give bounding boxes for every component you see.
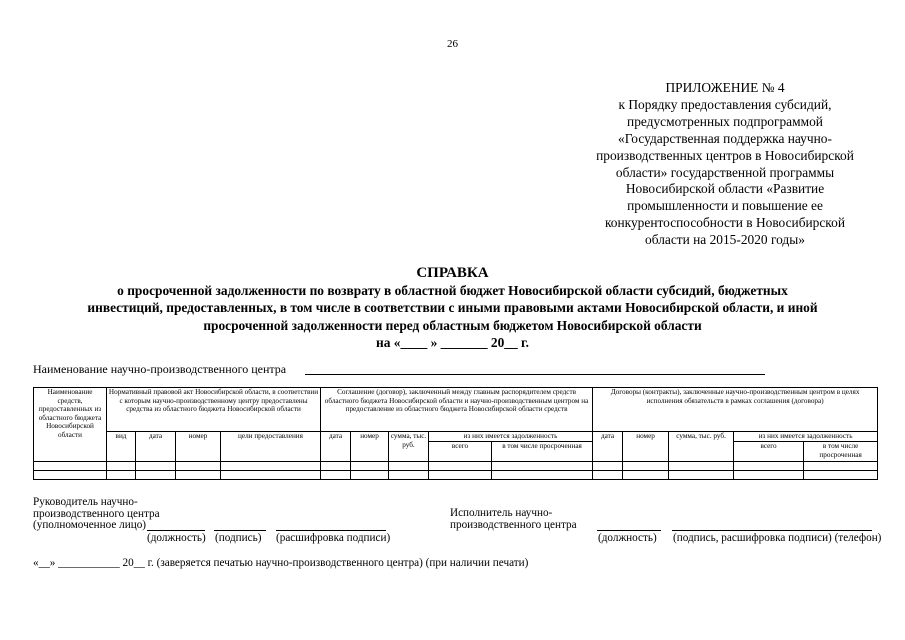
executor-signature-caption: (подпись, расшифровка подписи) (телефон) xyxy=(673,532,882,544)
head-signature-caption: (подпись) xyxy=(215,532,262,544)
appendix-line: к Порядку предоставления субсидий, xyxy=(618,96,832,112)
appendix-line: предусмотренных подпрограммой xyxy=(627,113,823,129)
appendix-line: области» государственной программы xyxy=(615,164,835,180)
col-contracts: Договоры (контракты), заключенные научно-производственным центром в целях исполнения обязательств в рамках соглашения (договора) xyxy=(593,388,878,432)
executor-position-line xyxy=(597,530,661,531)
document-title xyxy=(0,264,905,351)
appendix-line: промышленности и повышение ее xyxy=(627,198,823,214)
col-act-date: дата xyxy=(136,432,176,462)
appendix-line: «Государственная поддержка научно- xyxy=(618,130,832,146)
col-agr-debt-overdue: в том числе просроченная xyxy=(492,442,593,462)
col-legal-act: Нормативный правовой акт Новосибирской области, в соответствии с которым научно-производственному центру предоставлены средства из областного бюджета Новосибирской области xyxy=(107,388,321,432)
title-date-line: на «____ » _______ 20__ г. xyxy=(376,334,529,350)
head-decoding-line xyxy=(276,530,386,531)
head-label-line: (уполномоченное лицо) xyxy=(33,519,147,531)
col-con-debt: из них имеется задолженность xyxy=(734,432,878,442)
col-act-purpose: цели предоставления xyxy=(221,432,321,462)
head-label xyxy=(33,497,160,532)
page-number: 26 xyxy=(447,38,458,50)
title-heading: СПРАВКА xyxy=(416,265,489,281)
col-agr-sum: сумма, тыс. руб. xyxy=(389,432,429,462)
head-signature-line xyxy=(214,530,266,531)
table-row xyxy=(34,462,878,471)
appendix-line: производственных центров в Новосибирской xyxy=(596,147,854,163)
executor-position-caption: (должность) xyxy=(598,532,657,544)
title-line: о просроченной задолженности по возврату в областной бюджет Новосибирской области субсидий, бюджетных xyxy=(117,283,788,298)
appendix-line: конкурентоспособности в Новосибирской xyxy=(604,215,845,231)
title-line: просроченной задолженности перед областным бюджетом Новосибирской области xyxy=(203,317,702,333)
col-agreement: Соглашение (договор), заключенный между главным распорядителем средств областного бюджета Новосибирской области и научно-производственным центром на предоставление из областного бюджета Новосибирской области средств xyxy=(321,388,593,432)
appendix-line: Новосибирской области «Развитие xyxy=(625,181,825,197)
col-funds-name: Наименование средств, предоставленных из областного бюджета Новосибирской области xyxy=(34,388,107,462)
col-con-debt-total: всего xyxy=(734,442,804,462)
col-agr-date: дата xyxy=(321,432,351,462)
table-row xyxy=(34,471,878,480)
appendix-line: ПРИЛОЖЕНИЕ № 4 xyxy=(665,80,785,95)
executor-signature-line xyxy=(672,530,872,531)
report-table xyxy=(33,387,878,480)
col-con-date: дата xyxy=(593,432,623,462)
col-act-type: вид xyxy=(107,432,136,462)
executor-label xyxy=(450,508,577,531)
head-decoding-caption: (расшифровка подписи) xyxy=(276,532,391,544)
col-act-number: номер xyxy=(176,432,221,462)
col-agr-number: номер xyxy=(351,432,389,462)
date-stamp-line: «__» ___________ 20__ г. (заверяется печатью научно-производственного центра) (при наличии печати) xyxy=(33,557,529,569)
head-label-line: производственного центра xyxy=(33,507,160,520)
col-con-number: номер xyxy=(623,432,669,462)
col-con-sum: сумма, тыс. руб. xyxy=(669,432,734,462)
col-agr-debt: из них имеется задолженность xyxy=(429,432,593,442)
head-label-line: Руководитель научно- xyxy=(33,496,138,508)
executor-label-line: Исполнитель научно- xyxy=(450,507,553,519)
col-agr-debt-total: всего xyxy=(429,442,492,462)
executor-label-line: производственного центра xyxy=(450,518,577,531)
center-name-field-line xyxy=(305,374,765,375)
appendix-header xyxy=(560,80,890,249)
col-con-debt-overdue: в том числе просроченная xyxy=(804,442,878,462)
center-name-label: Наименование научно-производственного центра xyxy=(33,362,287,376)
title-line: инвестиций, предоставленных, в том числе в соответствии с иными правовыми актами Новосибирской области, и иной xyxy=(87,300,818,316)
appendix-line: области на 2015-2020 годы» xyxy=(645,232,805,248)
head-position-caption: (должность) xyxy=(147,532,206,544)
head-position-line xyxy=(147,530,205,531)
